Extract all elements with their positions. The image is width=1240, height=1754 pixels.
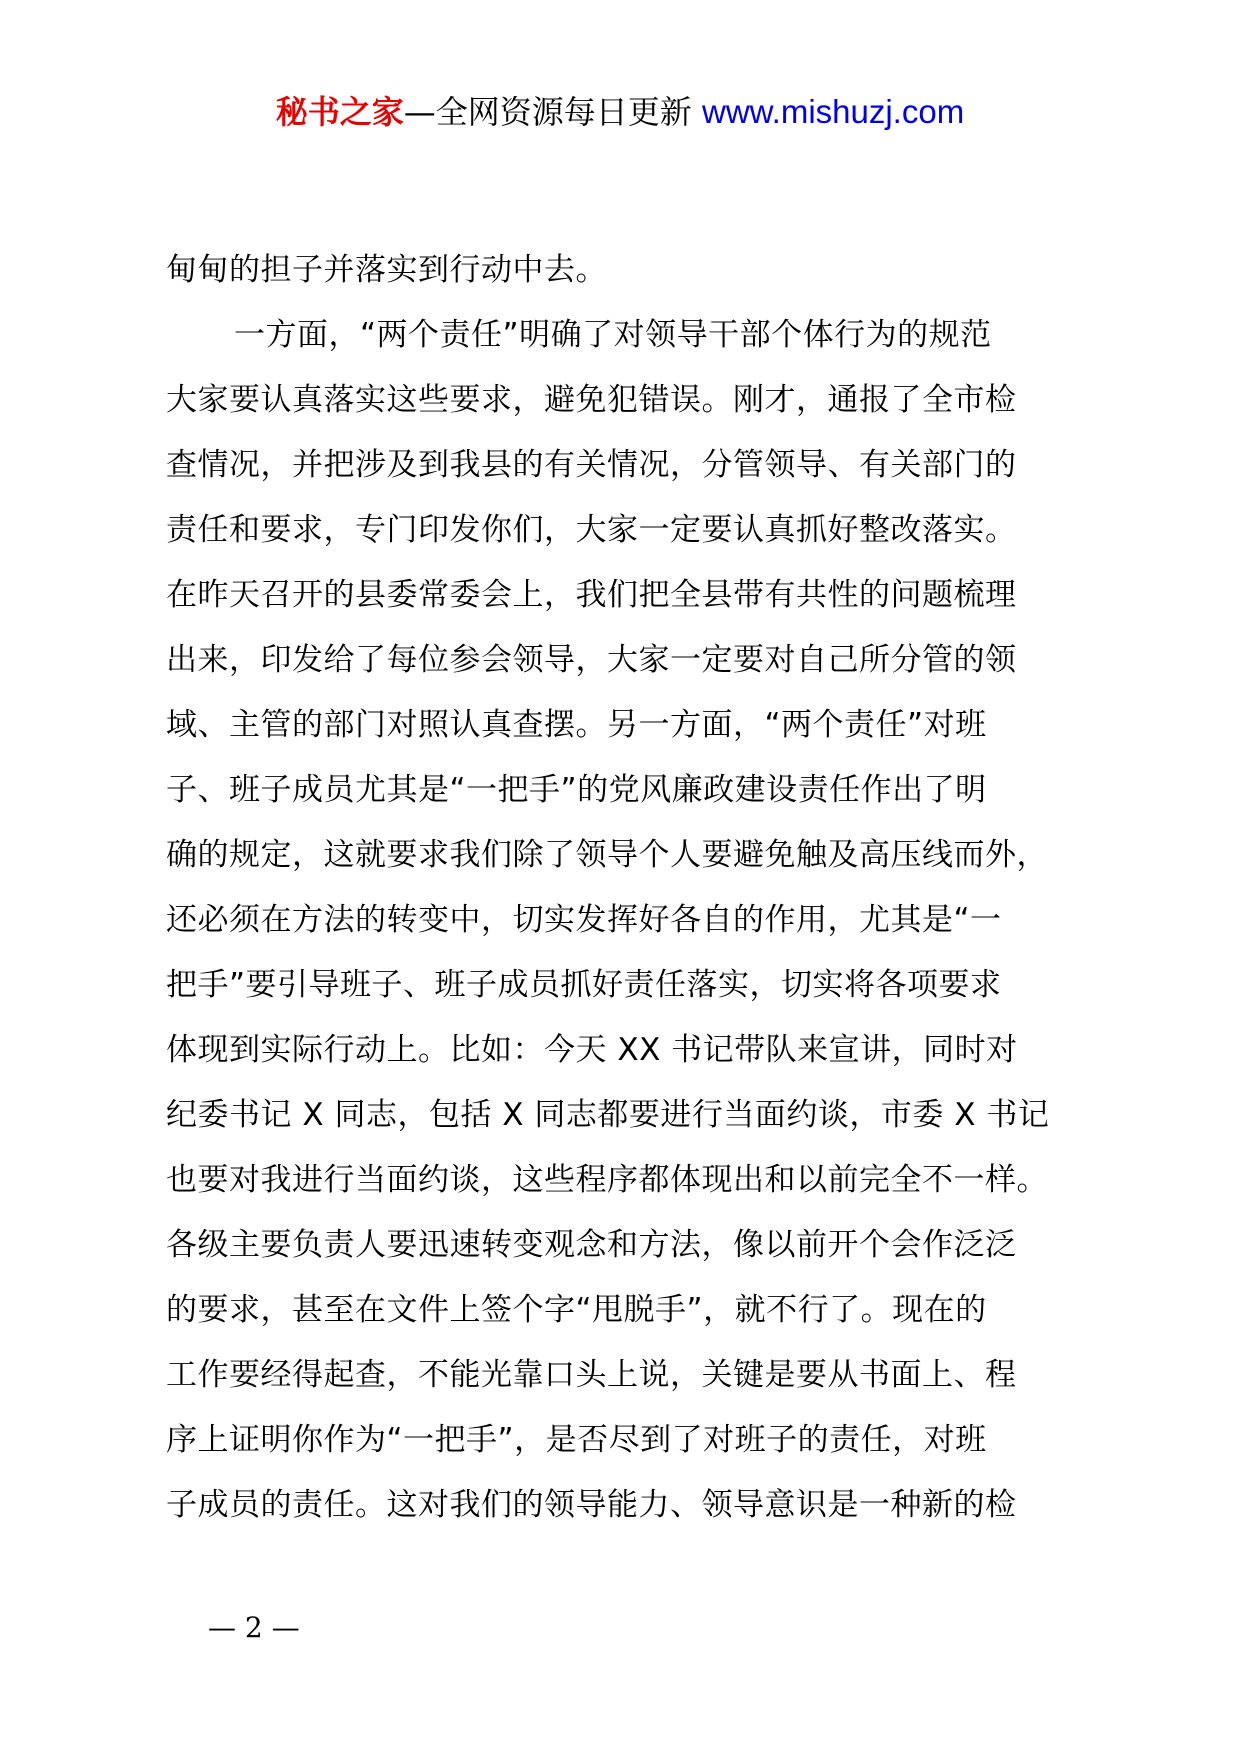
text-line: 在昨天召开的县委常委会上，我们把全县带有共性的问题梳理: [166, 577, 1017, 613]
document-body: [166, 238, 1126, 1538]
text-line: 大家要认真落实这些要求，避免犯错误。刚才，通报了全市检: [166, 382, 1017, 418]
text-line: 也要对我进行当面约谈，这些程序都体现出和以前完全不一样。: [166, 1162, 1048, 1198]
page-number: — 2 —: [208, 1611, 300, 1644]
text-line: 还必须在方法的转变中，切实发挥好各自的作用，尤其是“一: [166, 902, 1002, 938]
text-line: 确的规定，这就要求我们除了领导个人要避免触及高压线而外，: [166, 837, 1048, 873]
text-line: 把手”要引导班子、班子成员抓好责任落实，切实将各项要求: [166, 967, 1002, 1003]
text-line: 出来，印发给了每位参会领导，大家一定要对自己所分管的领: [166, 642, 1017, 678]
site-header: [0, 92, 1240, 132]
text-line: 工作要经得起查，不能光靠口头上说，关键是要从书面上、程: [166, 1357, 1017, 1393]
text-line: 纪委书记 X 同志，包括 X 同志都要进行当面约谈，市委 X 书记: [166, 1097, 1050, 1133]
site-brand: 秘书之家: [275, 93, 404, 131]
text-line: 责任和要求，专门印发你们，大家一定要认真抓好整改落实。: [166, 512, 1017, 548]
site-tagline: —全网资源每日更新: [403, 93, 692, 131]
text-line: 体现到实际行动上。比如：今天 XX 书记带队来宣讲，同时对: [166, 1032, 1018, 1068]
text-line: 子成员的责任。这对我们的领导能力、领导意识是一种新的检: [166, 1487, 1017, 1523]
text-line: 查情况，并把涉及到我县的有关情况，分管领导、有关部门的: [166, 447, 1017, 483]
site-url-link[interactable]: www.mishuzj.com: [701, 93, 965, 130]
text-line: 一方面，“两个责任”明确了对领导干部个体行为的规范: [234, 317, 992, 353]
text-line: 域、主管的部门对照认真查摆。另一方面，“两个责任”对班: [166, 707, 987, 743]
text-line: 的要求，甚至在文件上签个字“甩脱手”，就不行了。现在的: [166, 1292, 987, 1328]
text-line: 甸甸的担子并落实到行动中去。: [166, 252, 607, 288]
text-line: 子、班子成员尤其是“一把手”的党风廉政建设责任作出了明: [166, 772, 987, 808]
text-line: 序上证明你作为“一把手”，是否尽到了对班子的责任，对班: [166, 1422, 987, 1458]
text-line: 各级主要负责人要迅速转变观念和方法，像以前开个会作泛泛: [166, 1227, 1017, 1263]
